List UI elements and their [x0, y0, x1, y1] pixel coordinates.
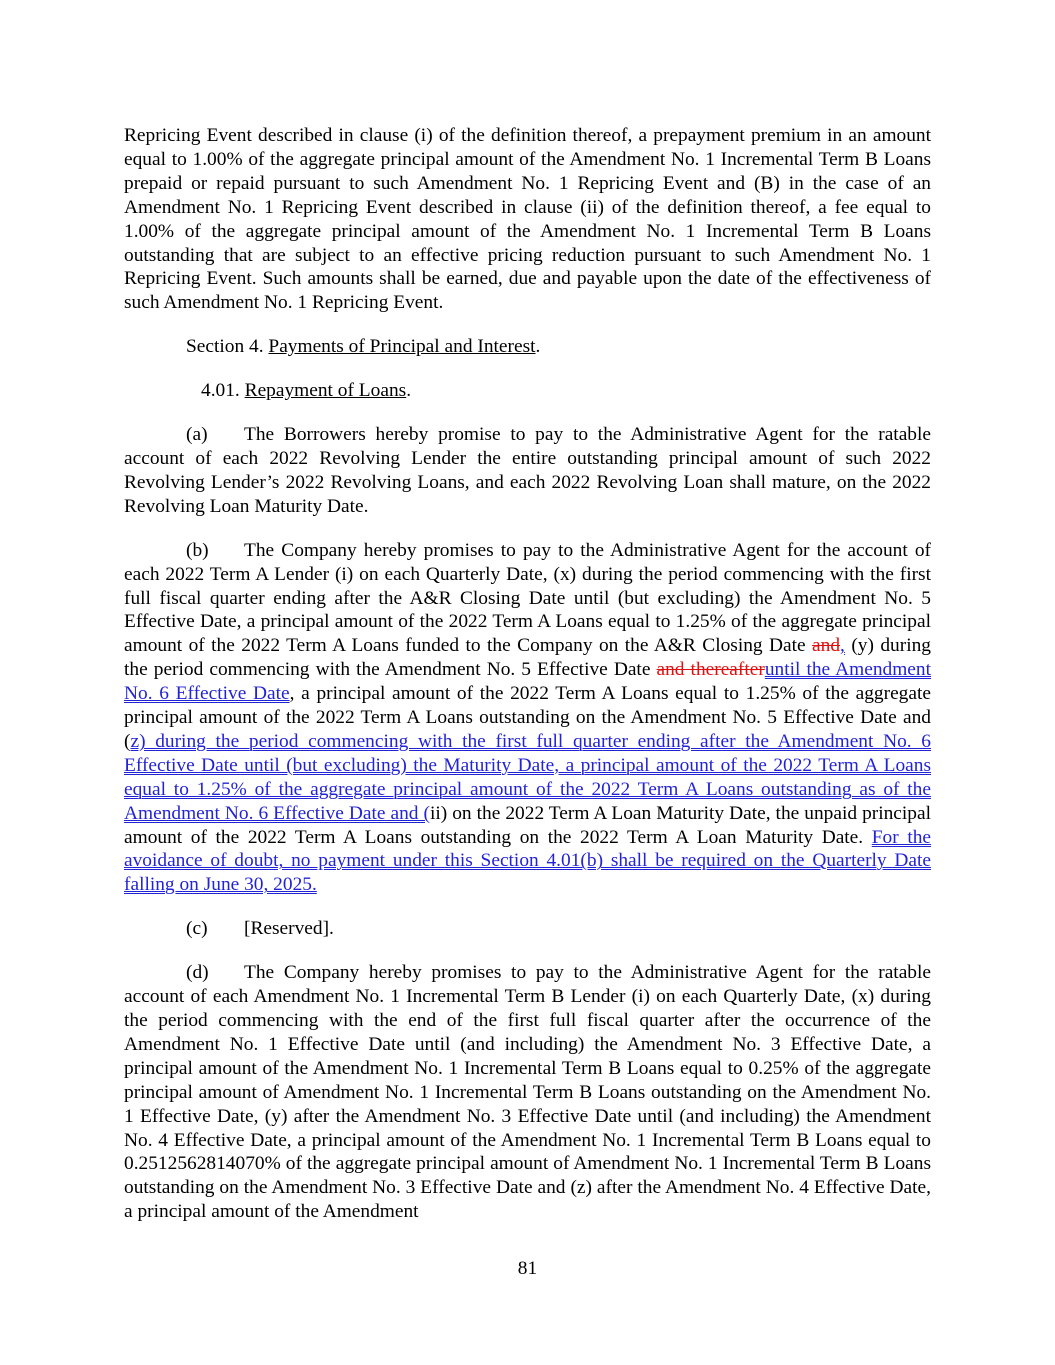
section-4-01-title: Repayment of Loans	[244, 380, 407, 402]
inserted-text-until-amendment-6: until the Amendment No. 6 Effective Date	[124, 659, 931, 705]
clause-a-text: The Borrowers hereby promise to pay to the Administrative Agent for the ratable account of each 2022 Revolving Lender the entire outstanding principal amount of such 2022 Revolving Lender’s 2022 Revolving Loans, and each 2022 Revolving Loan shall mature, on the 2022 Revolving Loan Maturity Date.	[124, 424, 931, 517]
clause-b-text-2: (y) during the period commencing with the Amendment No. 5 Effective Date	[124, 635, 931, 681]
inserted-text-clause-z: z) during the period commencing with the first full quarter ending after the Amendment No. 6 Effective Date until (but excluding) the Maturity Date, a principal amount of the 2022 Term A Loans equal to 1.25% of the aggregate principal amount of the 2022 Term A Loans outstanding as of the Amendment No. 6 Effective Date and (	[124, 730, 931, 824]
paragraph-continuation: Repricing Event described in clause (i) of the definition thereof, a prepayment premium in an amount equal to 1.00% of the aggregate principal amount of the Amendment No. 1 Incremental Term B Loans prepaid or repaid pursuant to such Amendment No. 1 Repricing Event and (B) in the case of an Amendment No. 1 Repricing Event described in clause (ii) of the definition thereof, a fee equal to 1.00% of the aggregate principal amount of the Amendment No. 1 Incremental Term B Loans outstanding that are subject to an effective pricing reduction pursuant to such Amendment No. 1 Repricing Event. Such amounts shall be earned, due and payable upon the date of the effectiveness of such Amendment No. 1 Repricing Event.	[124, 125, 931, 314]
clause-d-text: The Company hereby promises to pay to the Administrative Agent for the ratable account of each Amendment No. 1 Incremental Term B Lender (i) on each Quarterly Date, (x) during the period commencing with the end of the first full fiscal quarter after the occurrence of the Amendment No. 1 Effective Date until (and including) the Amendment No. 3 Effective Date, a principal amount of the Amendment No. 1 Incremental Term B Loans equal to 0.25% of the aggregate principal amount of Amendment No. 1 Incremental Term B Loans outstanding on the Amendment No. 1 Effective Date, (y) after the Amendment No. 3 Effective Date until (and including) the Amendment No. 4 Effective Date, a principal amount of the Amendment No. 1 Incremental Term B Loans equal to 0.2512562814070% of the aggregate principal amount of Amendment No. 1 Incremental Term B Loans outstanding on the Amendment No. 3 Effective Date and (z) after the Amendment No. 4 Effective Date, a principal amount of the Amendment	[124, 962, 931, 1223]
section-4-heading	[186, 335, 931, 359]
clause-b-text-3: , a principal amount of the 2022 Term A Loans equal to 1.25% of the aggregate principal amount of the 2022 Term A Loans outstanding on the Amendment No. 5 Effective Date and (	[124, 683, 931, 752]
clause-b-text-4: ii) on the 2022 Term A Loan Maturity Date, the unpaid principal amount of the 2022 Term A Loans outstanding on the 2022 Term A Loan Maturity Date.	[124, 802, 931, 848]
clause-b-label: (b)	[186, 539, 209, 561]
clause-b-text-1: The Company hereby promises to pay to the Administrative Agent for the account of each 2022 Term A Lender (i) on each Quarterly Date, (x) during the period commencing with the first full fiscal quarter ending after the A&R Closing Date until (but excluding) the Amendment No. 5 Effective Date, a principal amount of the 2022 Term A Loans equal to 1.25% of the aggregate principal amount of the 2022 Term A Loans funded to the Company on the A&R Closing Date	[124, 539, 931, 657]
inserted-text-avoidance-of-doubt: For the avoidance of doubt, no payment under this Section 4.01(b) shall be required on the Quarterly Date falling on June 30, 2025.	[124, 826, 932, 896]
section-4-01-suffix: .	[406, 380, 412, 402]
section-4-01-prefix: 4.01.	[201, 380, 245, 402]
section-4-suffix: .	[535, 336, 541, 358]
clause-d	[124, 961, 931, 1224]
section-4-title: Payments of Principal and Interest	[268, 336, 536, 358]
inserted-comma: ,	[840, 635, 845, 657]
clause-a-label: (a)	[186, 424, 208, 446]
clause-a	[124, 423, 931, 519]
clause-c-label: (c)	[186, 918, 208, 940]
clause-b	[124, 539, 931, 898]
clause-c-text: [Reserved].	[244, 918, 334, 940]
deleted-text-and-thereafter: and thereafter	[656, 659, 765, 681]
clause-d-label: (d)	[186, 962, 209, 984]
page-number: 81	[517, 1258, 538, 1279]
deleted-text-and: and	[812, 635, 841, 657]
section-4-01-heading	[201, 379, 931, 403]
clause-c	[124, 917, 931, 941]
document-page	[124, 124, 931, 1244]
section-4-prefix: Section 4.	[186, 336, 269, 358]
